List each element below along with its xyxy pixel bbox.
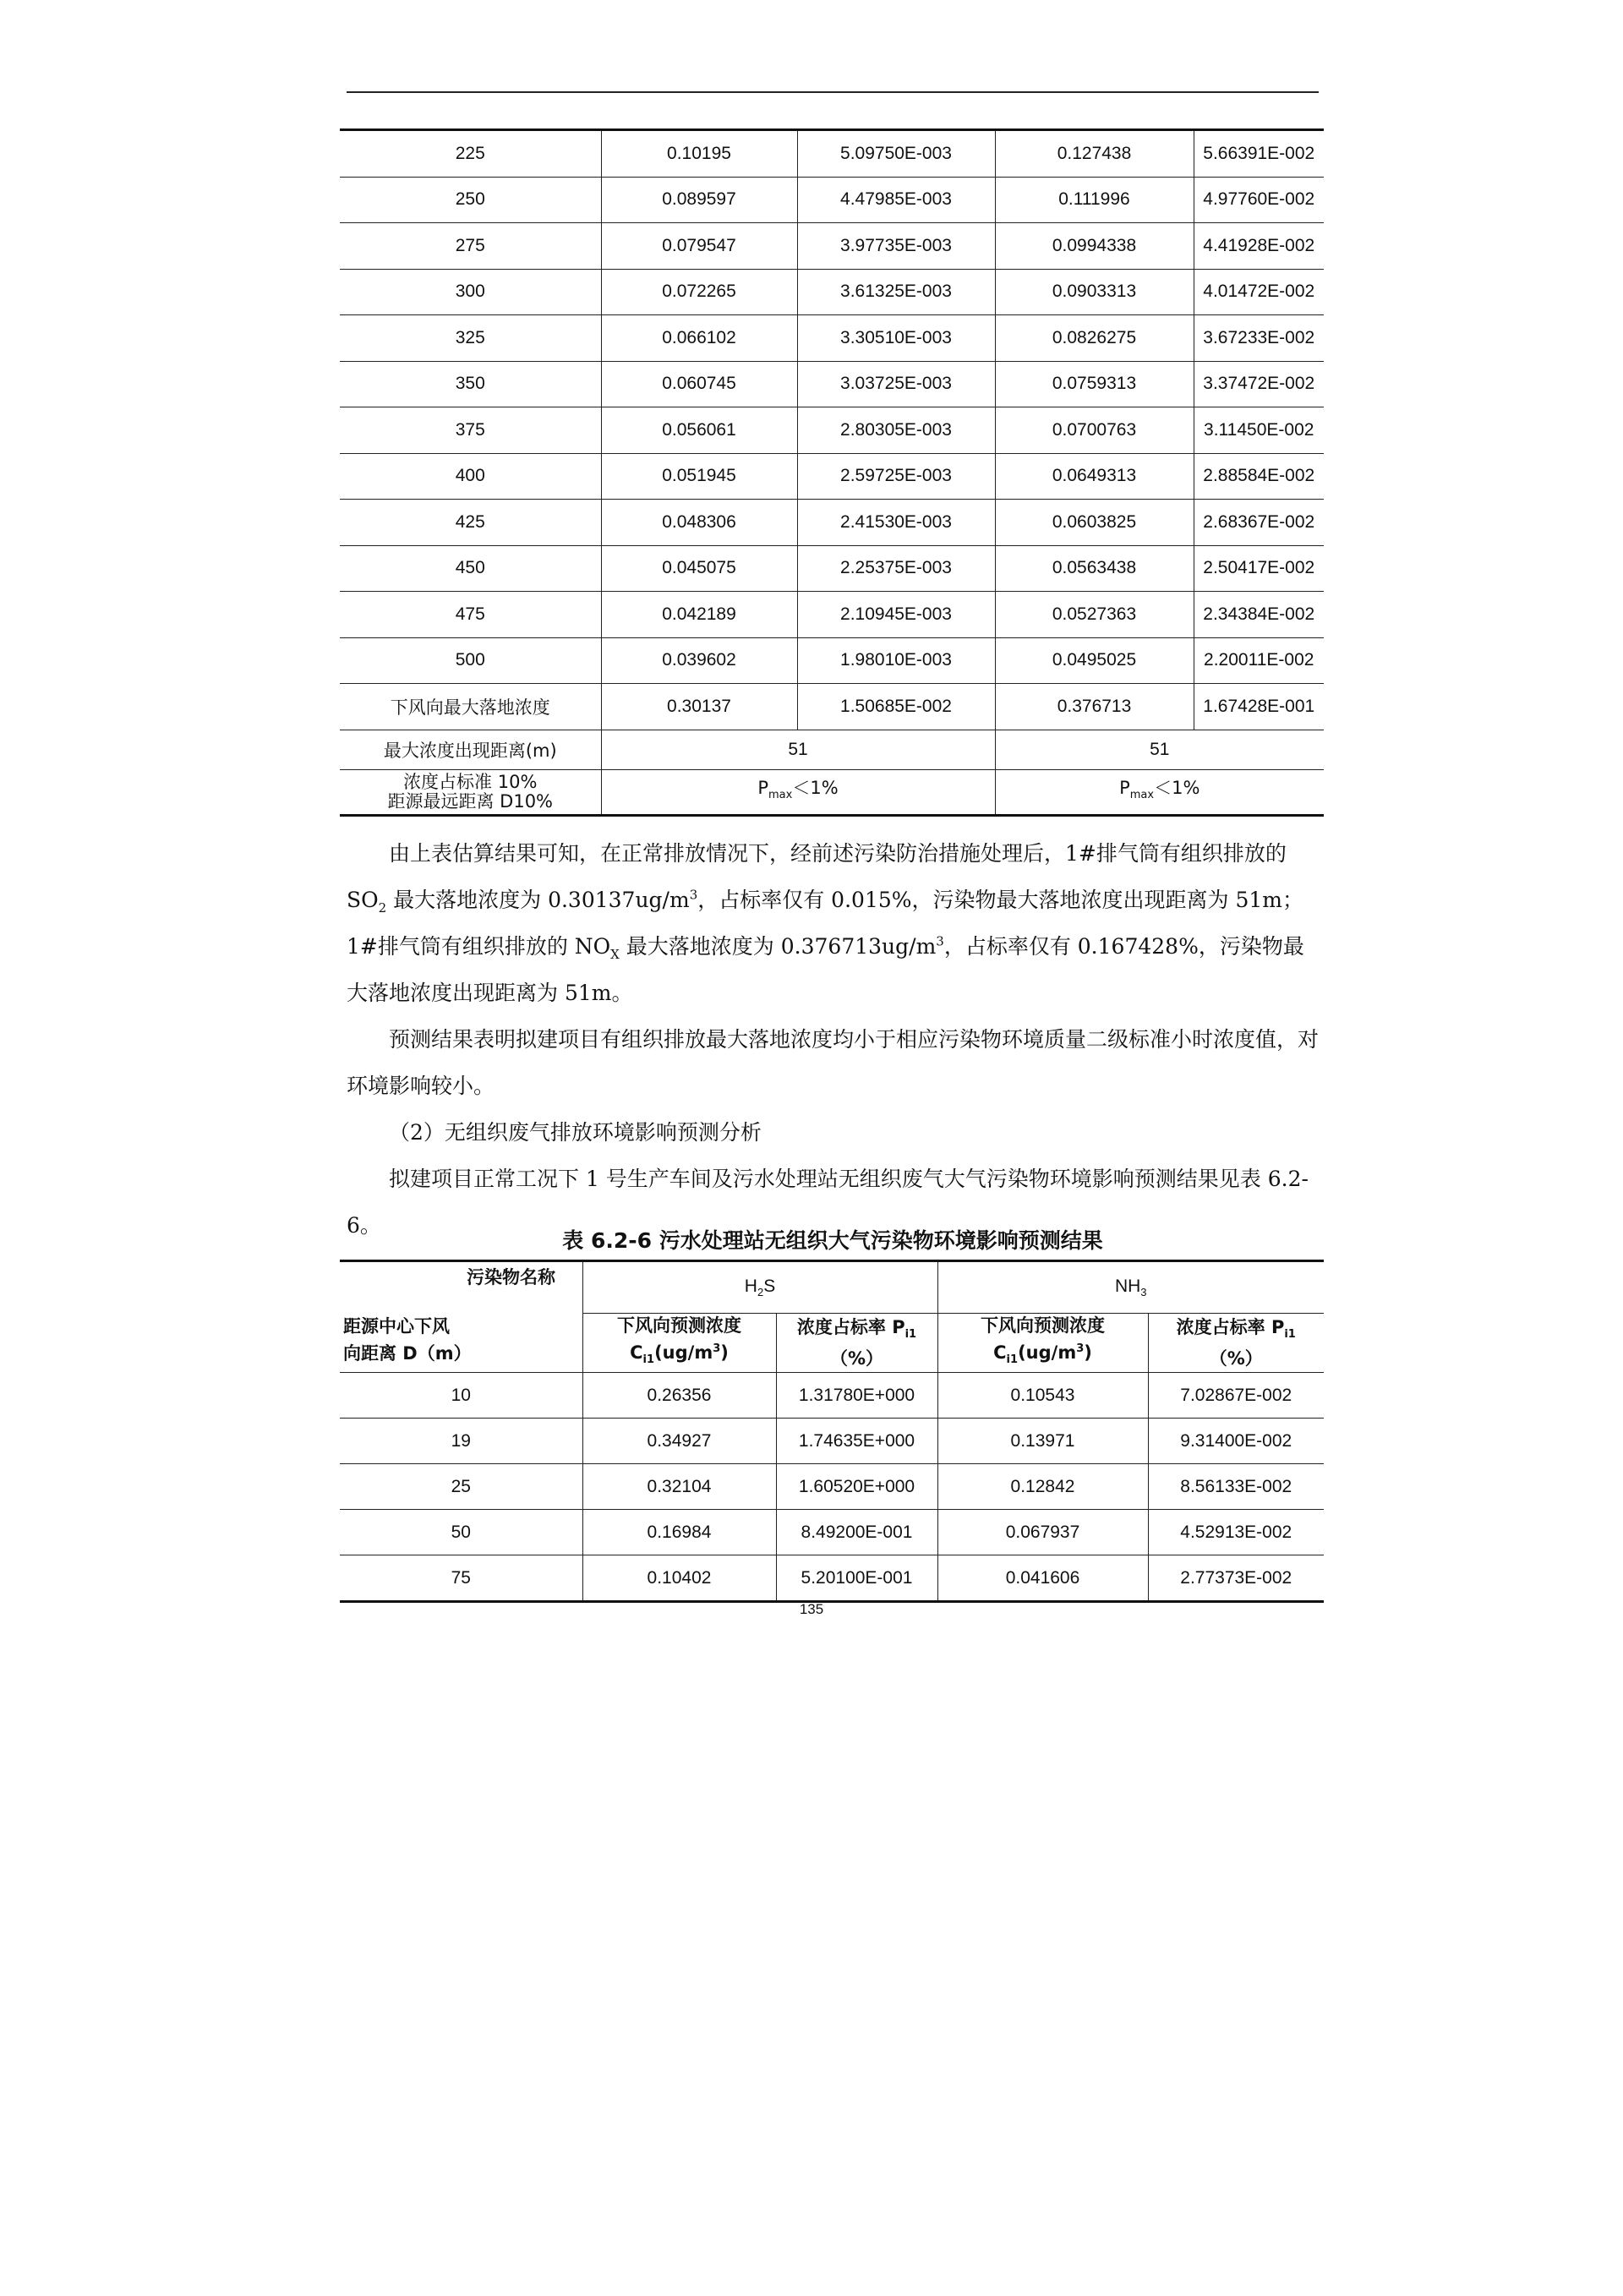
table-cell: 450 — [340, 545, 601, 592]
table-cell: 3.67233E-002 — [1194, 315, 1324, 362]
table-row — [340, 453, 1324, 500]
table-row — [340, 177, 1324, 223]
paragraph-fugitive-intro: 拟建项目正常工况下 1 号生产车间及污水处理站无组织废气大气污染物环境影响预测结果见表 6.2-6。 — [347, 1167, 1309, 1238]
table-cell: 0.041606 — [937, 1555, 1148, 1602]
table-cell: 275 — [340, 223, 601, 270]
table-cell: 375 — [340, 407, 601, 454]
table-row-d10 — [340, 769, 1324, 815]
corner-distance-label: 距源中心下风 向距离 D（m） — [343, 1316, 472, 1364]
table-cell: 325 — [340, 315, 601, 362]
table-cell: 0.26356 — [582, 1373, 776, 1419]
table-cell: 25 — [340, 1464, 582, 1510]
table-cell: 0.32104 — [582, 1464, 776, 1510]
table-row — [340, 1464, 1324, 1510]
table-cell: 75 — [340, 1555, 582, 1602]
table-cell: 4.01472E-002 — [1194, 269, 1324, 315]
table-cell: 2.20011E-002 — [1194, 637, 1324, 684]
table-cell: 1.50685E-002 — [797, 684, 995, 730]
table-cell: 0.066102 — [601, 315, 797, 362]
table-cell: 0.13971 — [937, 1419, 1148, 1464]
table-2-caption: 表 6.2-6 污水处理站无组织大气污染物环境影响预测结果 — [562, 1228, 1103, 1253]
table-cell: 0.0649313 — [995, 453, 1194, 500]
table-cell: 3.97735E-003 — [797, 223, 995, 270]
table-row — [340, 545, 1324, 592]
header-h2s-rate: 浓度占标率 $P_{i1}$ （%） — [776, 1314, 937, 1373]
table-cell: 5.66391E-002 — [1194, 130, 1324, 178]
table-row-max-distance — [340, 730, 1324, 769]
header-h2s-concentration: 下风向预测浓度 $C_{i1}(ug/m^3)$ — [582, 1314, 776, 1373]
table-cell: 300 — [340, 269, 601, 315]
table-cell: 425 — [340, 500, 601, 546]
table-cell: 0.0527363 — [995, 592, 1194, 638]
table-row — [340, 1555, 1324, 1602]
table-cell: 1.67428E-001 — [1194, 684, 1324, 730]
table-cell: 2.10945E-003 — [797, 592, 995, 638]
table-cell: 3.11450E-002 — [1194, 407, 1324, 454]
table-cell: 2.80305E-003 — [797, 407, 995, 454]
table-cell: $P_{max}<1\%$ — [995, 769, 1324, 815]
header-nh3-concentration: 下风向预测浓度 $C_{i1}(ug/m^3)$ — [937, 1314, 1148, 1373]
table-cell: 3.37472E-002 — [1194, 361, 1324, 407]
table-row — [340, 1510, 1324, 1555]
table-cell: 51 — [995, 730, 1324, 769]
table-cell: 0.16984 — [582, 1510, 776, 1555]
table-cell: 9.31400E-002 — [1148, 1419, 1324, 1464]
table-cell: 1.31780E+000 — [776, 1373, 937, 1419]
table-cell: 0.060745 — [601, 361, 797, 407]
table-cell: 0.0495025 — [995, 637, 1194, 684]
paragraph-results-1: 由上表估算结果可知，在正常排放情况下，经前述污染防治措施处理后，1#排气筒有组织排放的 $SO_2$ 最大落地浓度为 $0.30137ug/m^3$，占标率仅有 0.015%，污染物最大落地浓度出现距离为 51m；1#排气筒有组织排放的 $NO_X$ 最大落地浓度为 $0.376713ug/m^3$，占标率仅有 0.167428%，污染物最大落地浓度出现距离为 51m。 — [347, 841, 1304, 1005]
table-cell: 19 — [340, 1419, 582, 1464]
table-cell: 0.0563438 — [995, 545, 1194, 592]
row-label: 最大浓度出现距离(m) — [340, 730, 601, 769]
table-row — [340, 592, 1324, 638]
table-cell: 350 — [340, 361, 601, 407]
table-cell: 2.88584E-002 — [1194, 453, 1324, 500]
header-h2s: $H_2S$ — [582, 1261, 937, 1314]
table-cell: 400 — [340, 453, 601, 500]
table-row — [340, 361, 1324, 407]
table-row — [340, 130, 1324, 178]
header-nh3: $NH_3$ — [937, 1261, 1324, 1314]
table-cell: 1.98010E-003 — [797, 637, 995, 684]
table-cell: 2.50417E-002 — [1194, 545, 1324, 592]
table-cell: 3.03725E-003 — [797, 361, 995, 407]
table-row — [340, 223, 1324, 270]
table-2-corner-header — [340, 1261, 582, 1373]
paragraph-results-2: 预测结果表明拟建项目有组织排放最大落地浓度均小于相应污染物环境质量二级标准小时浓度值，对环境影响较小。 — [347, 1027, 1320, 1098]
section-heading-fugitive: （2）无组织废气排放环境影响预测分析 — [389, 1120, 762, 1145]
table-cell: 0.079547 — [601, 223, 797, 270]
table-cell: 0.048306 — [601, 500, 797, 546]
table-cell: 0.056061 — [601, 407, 797, 454]
row-label: 下风向最大落地浓度 — [340, 684, 601, 730]
table-row — [340, 637, 1324, 684]
table-cell: 0.10195 — [601, 130, 797, 178]
row-label: 浓度占标准 10% 距源最远距离 D10% — [340, 769, 601, 815]
table-cell: 225 — [340, 130, 601, 178]
table-cell: 0.039602 — [601, 637, 797, 684]
table-cell: 0.042189 — [601, 592, 797, 638]
table-row — [340, 1373, 1324, 1419]
table-cell: 2.34384E-002 — [1194, 592, 1324, 638]
header-nh3-rate: 浓度占标率 $P_{i1}$ （%） — [1148, 1314, 1324, 1373]
table-row — [340, 500, 1324, 546]
table-cell: 0.10543 — [937, 1373, 1148, 1419]
table-cell: 51 — [601, 730, 995, 769]
table-row — [340, 1419, 1324, 1464]
table-cell: 0.045075 — [601, 545, 797, 592]
table-1-body — [340, 130, 1324, 816]
table-cell: 0.072265 — [601, 269, 797, 315]
table-1-continued — [340, 128, 1324, 817]
table-cell: 8.56133E-002 — [1148, 1464, 1324, 1510]
table-cell: 475 — [340, 592, 601, 638]
table-cell: 1.60520E+000 — [776, 1464, 937, 1510]
table-cell: 0.12842 — [937, 1464, 1148, 1510]
table-cell: 0.0903313 — [995, 269, 1194, 315]
table-row — [340, 407, 1324, 454]
table-cell: 0.10402 — [582, 1555, 776, 1602]
table-cell: 2.68367E-002 — [1194, 500, 1324, 546]
table-cell: 2.77373E-002 — [1148, 1555, 1324, 1602]
table-cell: 0.0603825 — [995, 500, 1194, 546]
table-cell: 0.30137 — [601, 684, 797, 730]
table-2-body — [340, 1261, 1324, 1602]
table-cell: 250 — [340, 177, 601, 223]
table-cell: 0.051945 — [601, 453, 797, 500]
table-cell: 4.97760E-002 — [1194, 177, 1324, 223]
table-cell: 3.30510E-003 — [797, 315, 995, 362]
table-cell: 0.0826275 — [995, 315, 1194, 362]
table-cell: 50 — [340, 1510, 582, 1555]
table-cell: 10 — [340, 1373, 582, 1419]
table-row — [340, 315, 1324, 362]
table-cell: 0.0994338 — [995, 223, 1194, 270]
table-cell: 5.20100E-001 — [776, 1555, 937, 1602]
table-cell: 0.34927 — [582, 1419, 776, 1464]
table-cell: 5.09750E-003 — [797, 130, 995, 178]
table-cell: 0.376713 — [995, 684, 1194, 730]
table-2 — [340, 1260, 1324, 1603]
table-cell: 0.0700763 — [995, 407, 1194, 454]
table-cell: 8.49200E-001 — [776, 1510, 937, 1555]
table-cell: 4.41928E-002 — [1194, 223, 1324, 270]
header-rule — [347, 91, 1319, 93]
corner-pollutant-label: 污染物名称 — [467, 1267, 555, 1287]
table-cell: 1.74635E+000 — [776, 1419, 937, 1464]
table-cell: 0.089597 — [601, 177, 797, 223]
table-cell: 4.52913E-002 — [1148, 1510, 1324, 1555]
table-cell: 7.02867E-002 — [1148, 1373, 1324, 1419]
table-row — [340, 269, 1324, 315]
table-cell: 2.25375E-003 — [797, 545, 995, 592]
table-cell: 0.127438 — [995, 130, 1194, 178]
table-row-max-concentration — [340, 684, 1324, 730]
table-cell: 0.0759313 — [995, 361, 1194, 407]
table-cell: 0.111996 — [995, 177, 1194, 223]
table-cell: 500 — [340, 637, 601, 684]
table-cell: 2.41530E-003 — [797, 500, 995, 546]
table-cell: $P_{max}<1\%$ — [601, 769, 995, 815]
table-cell: 0.067937 — [937, 1510, 1148, 1555]
table-cell: 3.61325E-003 — [797, 269, 995, 315]
table-cell: 2.59725E-003 — [797, 453, 995, 500]
page-number: 135 — [799, 1601, 824, 1617]
table-cell: 4.47985E-003 — [797, 177, 995, 223]
